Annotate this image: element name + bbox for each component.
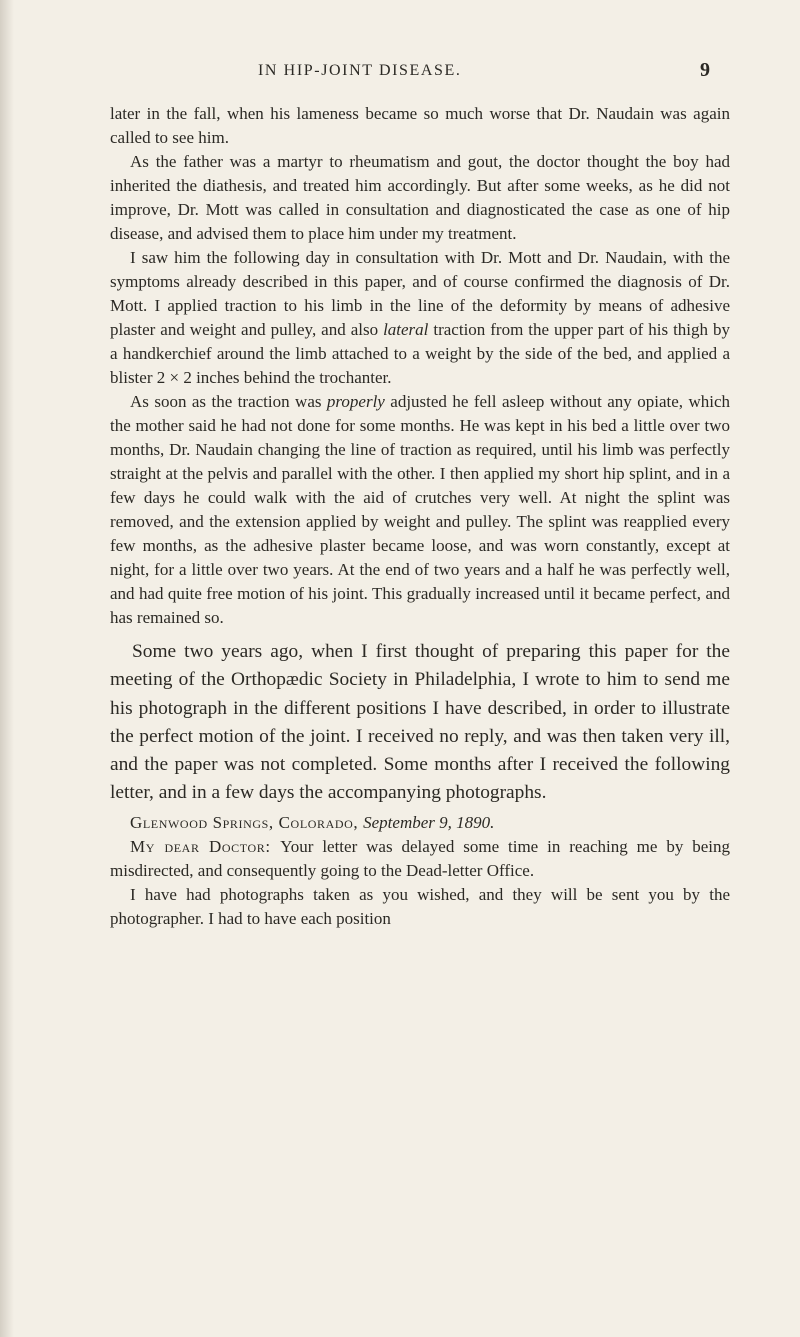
letter-paragraph-1: My dear Doctor: Your letter was delayed some time in reaching me by being misdirected, and consequently going to the Dead-letter Office. — [110, 836, 730, 880]
page-number: 9 — [700, 59, 710, 81]
letter-paragraph-2: I have had photographs taken as you wished, and they will be sent you by the photographer. I had to have each position — [110, 884, 730, 928]
paragraph-4: As soon as the traction was properly adjusted he fell asleep without any opiate, which the mother said he had not done for some months. He was kept in his bed a little over two months, Dr. Naudain changing the line of traction as required, until his limb was perfectly straight at the pelvis and parallel with the other. I then applied my short hip splint, and in a few days he could walk with the aid of crutches very well. At night the splint was removed, and the extension applied by weight and pulley. The splint was reapplied every few months, as the adhesive plaster became loose, and was worn constantly, except at night, for a little over two years. At the end of two years and a half he was perfectly well, and had quite free motion of his joint. This gradually increased until it became perfect, and has remained so. — [110, 392, 730, 627]
letter-dateline: Glenwood Springs, Colorado, September 9, 1890. — [130, 812, 495, 832]
letter-section — [110, 811, 730, 931]
paragraph-1: later in the fall, when his lameness became so much worse that Dr. Naudain was again called to see him. — [110, 104, 730, 147]
running-head: IN HIP-JOINT DISEASE. — [258, 62, 462, 79]
paragraph-5: Some two years ago, when I first thought of preparing this paper for the meeting of the Orthopædic Society in Philadelphia, I wrote to him to send me his photograph in the different positions I have described, in order to illustrate the perfect motion of the joint. I received no reply, and was then taken very ill, and the paper was not completed. Some months after I received the following letter, and in a few days the accompanying photographs. — [110, 641, 730, 804]
small-type-section — [110, 102, 730, 630]
large-type-section — [110, 638, 730, 808]
paragraph-3: I saw him the following day in consultation with Dr. Mott and Dr. Naudain, with the symptoms already described in this paper, and of course confirmed the diagnosis of Dr. Mott. I applied traction to his limb in the line of the deformity by means of adhesive plaster and weight and pulley, and also lateral traction from the upper part of his thigh by a handkerchief around the limb attached to a weight by the side of the bed, and applied a blister 2 × 2 inches behind the trochanter. — [110, 248, 730, 387]
paragraph-2: As the father was a martyr to rheumatism and gout, the doctor thought the boy had inherited the diathesis, and treated him accordingly. But after some weeks, as he did not improve, Dr. Mott was called in consultation and diagnosticated the case as one of hip disease, and advised them to place him under my treatment. — [110, 152, 730, 243]
page-edge-shadow — [0, 0, 14, 1337]
page-body — [110, 102, 730, 931]
